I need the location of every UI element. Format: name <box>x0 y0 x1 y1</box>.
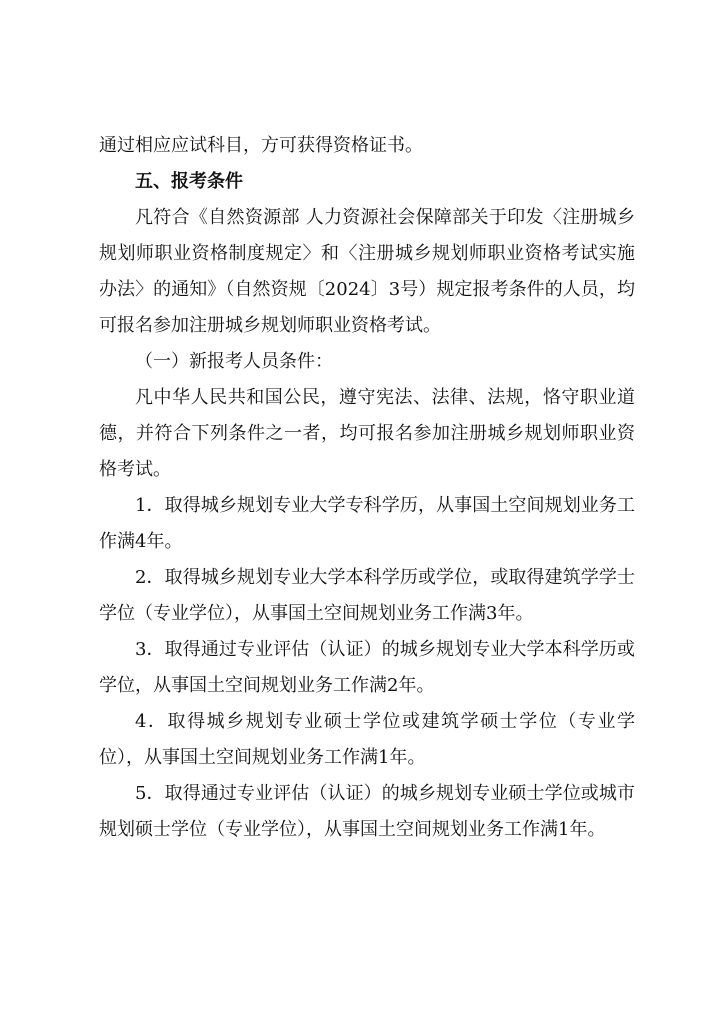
condition-2-paragraph: 2．取得城乡规划专业大学本科学历或学位，或取得建筑学学士学位（专业学位），从事国土空间规划业务工作满3年。 <box>99 567 635 624</box>
subsection-1-intro-paragraph: 凡中华人民共和国公民，遵守宪法、法律、法规，恪守职业道德，并符合下列条件之一者，均可报名参加注册城乡规划师职业资格考试。 <box>99 387 635 480</box>
section-5-heading: 五、报考条件 <box>135 171 243 192</box>
section-5-intro-paragraph: 凡符合《自然资源部 人力资源社会保障部关于印发〈注册城乡规划师职业资格制度规定〉和〈注册城乡规划师职业资格考试实施办法〉的通知》（自然资规〔2024〕3号）规定报考条件的人员，均可报名参加注册城乡规划师职业资格考试。 <box>99 207 635 336</box>
document-body <box>99 128 635 848</box>
condition-5-paragraph: 5．取得通过专业评估（认证）的城乡规划专业硕士学位或城市规划硕士学位（专业学位），从事国土空间规划业务工作满1年。 <box>99 783 635 840</box>
carry-over-paragraph: 通过相应应试科目，方可获得资格证书。 <box>99 135 423 156</box>
condition-1-paragraph: 1．取得城乡规划专业大学专科学历，从事国土空间规划业务工作满4年。 <box>99 495 635 552</box>
subsection-1-heading: （一）新报考人员条件： <box>135 351 333 372</box>
condition-3-paragraph: 3．取得通过专业评估（认证）的城乡规划专业大学本科学历或学位，从事国土空间规划业务工作满2年。 <box>99 639 635 696</box>
condition-4-paragraph: 4．取得城乡规划专业硕士学位或建筑学硕士学位（专业学位），从事国土空间规划业务工作满1年。 <box>99 711 635 768</box>
